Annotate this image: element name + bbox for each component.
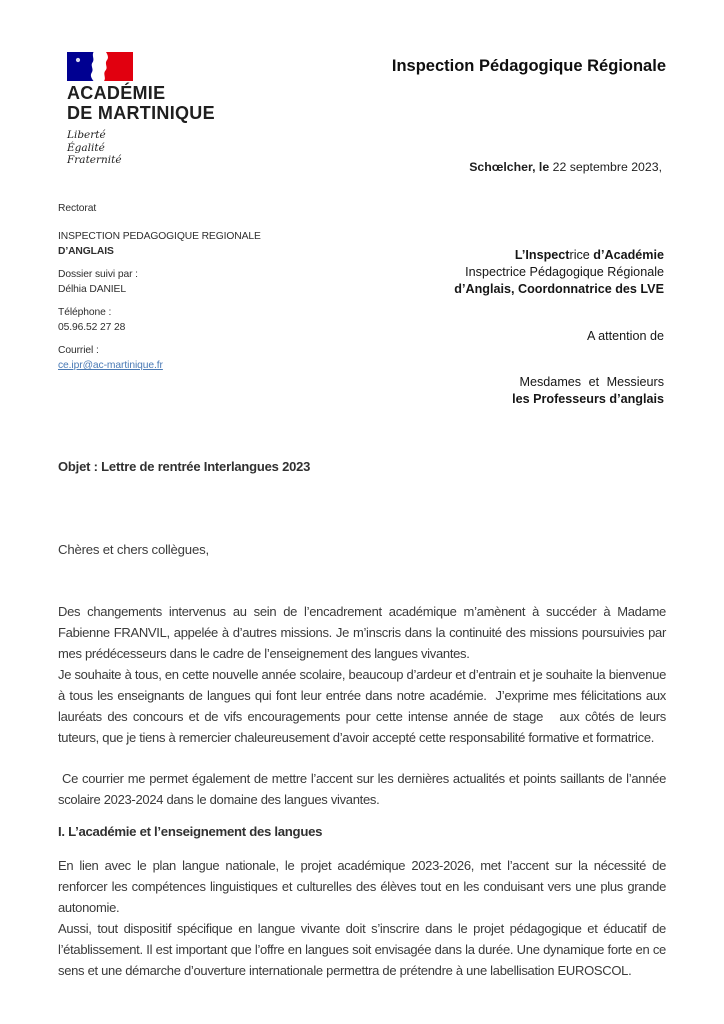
subject-line: Objet : Lettre de rentrée Interlangues 2023	[58, 459, 311, 474]
academy-name-line1: ACADÉMIE	[67, 83, 166, 103]
flag-blue-band	[67, 52, 94, 81]
attention-line: A attention de	[586, 329, 664, 343]
dateline-date: 22 septembre 2023,	[552, 160, 662, 174]
email-link[interactable]: ce.ipr@ac-martinique.fr	[58, 360, 163, 371]
paragraph-3-line-group-1: En lien avec le plan langue nationale, le projet académique 2023-2026, met l’accent sur la nécessité de renforcer les compétences linguistiques et culturelles des élèves tout en les conduisant vers une plus grande autonomie.	[58, 858, 666, 915]
sender-email	[58, 343, 261, 373]
republic-motto	[67, 129, 215, 167]
salutation: Chères et chers collègues,	[58, 542, 209, 557]
french-flag-icon	[67, 52, 133, 81]
sender-phone	[58, 305, 261, 335]
page-title: Inspection Pédagogique Régionale	[391, 57, 666, 75]
section-heading: I. L’académie et l’enseignement des langues	[58, 824, 323, 839]
flag-emblem-dot	[76, 58, 80, 62]
sender-dossier	[58, 267, 261, 297]
academie-martinique-logo	[67, 52, 215, 167]
recipient-line3: d’Anglais, Coordonnatrice des LVE	[454, 282, 664, 296]
phone-label: Téléphone :	[58, 307, 112, 318]
paragraph-3-line-group-2: Aussi, tout dispositif spécifique en langue vivante doit s’inscrire dans le projet pédagogique et éducatif de l’établissement. Il est important que l’offre en langues soit envisagée dans la durée. Une dynamique forte en ce sens et une démarche d’ouverture internationale permettra de prétendre à une labellisation EUROSCOL.	[58, 921, 666, 978]
academy-name-line2: DE MARTINIQUE	[67, 102, 215, 123]
dateline	[469, 160, 662, 174]
dateline-place: Schœlcher, le	[469, 160, 553, 174]
sender-service-line2: D’ANGLAIS	[58, 246, 114, 257]
motto-liberte: Liberté	[67, 129, 106, 141]
dossier-label: Dossier suivi par :	[58, 269, 138, 280]
addressee-line2: les Professeurs d’anglais	[512, 392, 664, 406]
recipient-line1-bold-start: L’Inspect	[514, 248, 570, 262]
recipient-line1-regular: rice	[569, 248, 590, 262]
paragraph-2: Ce courrier me permet également de mettre l’accent sur les dernières actualités et points saillants de l’année scolaire 2023-2024 dans le domaine des langues vivantes.	[58, 771, 666, 807]
recipient-block	[454, 247, 664, 408]
motto-fraternite: Fraternité	[67, 154, 122, 166]
email-label: Courriel :	[58, 345, 99, 356]
recipient-line2: Inspectrice Pédagogique Régionale	[465, 265, 664, 279]
addressee-line1: Mesdames et Messieurs	[519, 375, 664, 389]
motto-egalite: Égalité	[67, 141, 105, 154]
academy-name	[67, 84, 215, 123]
recipient-line1	[454, 247, 664, 264]
dossier-name: Délhia DANIEL	[58, 284, 126, 295]
addressee-block	[454, 374, 664, 408]
sender-org-name: Rectorat	[58, 203, 97, 214]
paragraph-1-line-group-1: Des changements intervenus au sein de l’encadrement académique m’amènent à succéder à Madame Fabienne FRANVIL, appelée à d’autres missions. Je m’inscris dans la continuité des missions poursuivies par mes prédécesseurs dans le cadre de l’enseignement des langues vivantes.	[58, 604, 666, 661]
sender-service-line1: INSPECTION PEDAGOGIQUE REGIONALE	[58, 231, 261, 242]
recipient-line1-bold-end: d’Académie	[589, 248, 664, 262]
sender-service	[58, 229, 261, 259]
phone-number: 05.96.52 27 28	[58, 322, 126, 333]
flag-red-band	[104, 52, 133, 81]
sender-block	[58, 201, 261, 381]
paragraph-1-line-group-2: Je souhaite à tous, en cette nouvelle année scolaire, beaucoup d’ardeur et d’entrain et je souhaite la bienvenue à tous les enseignants de langues qui font leur entrée dans notre académie. J’exprime mes félicitations aux lauréats des concours et de vifs encouragements pour cette intense année de stage aux côtés de leurs tuteurs, que je tiens à remercier chaleureusement d’avoir accepté cette responsabilité formative et formatrice.	[58, 667, 666, 745]
letter-body	[58, 601, 666, 981]
sender-org	[58, 201, 261, 216]
